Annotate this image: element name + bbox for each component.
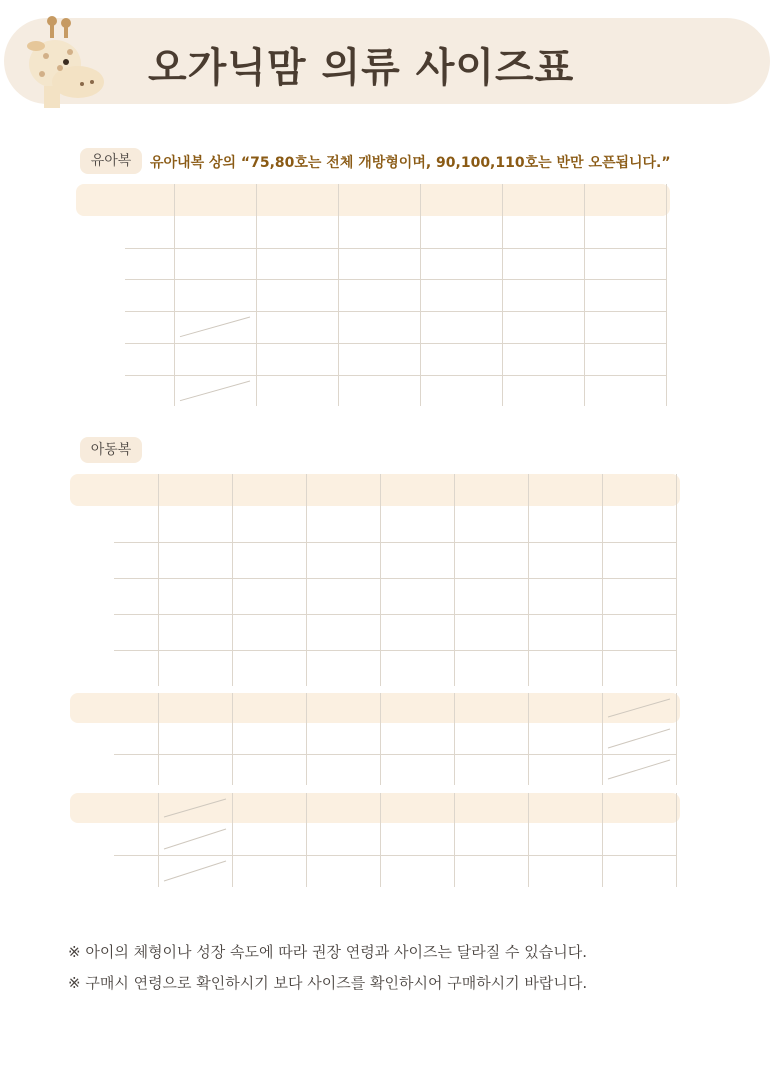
infant-cell bbox=[174, 279, 256, 311]
running-size-header bbox=[158, 693, 232, 723]
running-cell bbox=[380, 754, 454, 785]
infant-cell bbox=[420, 343, 502, 375]
panty-size-header bbox=[306, 793, 380, 823]
kids-cell bbox=[158, 578, 232, 614]
infant-cell bbox=[584, 279, 666, 311]
infant-cell bbox=[502, 311, 584, 343]
kids-cell bbox=[380, 542, 454, 578]
kids-cell bbox=[454, 542, 528, 578]
panty-header-label bbox=[70, 793, 158, 823]
running-cell bbox=[158, 754, 232, 785]
kids-cell bbox=[232, 578, 306, 614]
kids-cell bbox=[528, 542, 602, 578]
kids-cell bbox=[306, 578, 380, 614]
column-divider bbox=[602, 693, 603, 785]
panty-size-header bbox=[602, 793, 676, 823]
column-divider bbox=[232, 693, 233, 785]
infant-cell bbox=[584, 248, 666, 280]
running-cell bbox=[380, 723, 454, 754]
infant-cell bbox=[256, 248, 338, 280]
kids-size-header bbox=[232, 474, 306, 506]
kids-cell bbox=[232, 506, 306, 542]
column-divider bbox=[232, 474, 233, 686]
column-divider bbox=[676, 793, 677, 887]
column-divider bbox=[454, 474, 455, 686]
infant-cell bbox=[420, 311, 502, 343]
kids-cell bbox=[602, 542, 676, 578]
kids-row-label bbox=[70, 614, 158, 650]
panty-cell bbox=[380, 823, 454, 855]
kids-row-label bbox=[70, 578, 158, 614]
kids-cell bbox=[454, 650, 528, 686]
kids-cell bbox=[454, 614, 528, 650]
column-divider bbox=[158, 793, 159, 887]
kids-cell bbox=[306, 650, 380, 686]
infant-cell bbox=[338, 343, 420, 375]
column-divider bbox=[380, 793, 381, 887]
panty-cell bbox=[602, 855, 676, 887]
infant-cell bbox=[584, 216, 666, 248]
running-row-label bbox=[70, 754, 158, 785]
column-divider bbox=[380, 474, 381, 686]
kids-row-label bbox=[70, 650, 158, 686]
kids-cell bbox=[602, 614, 676, 650]
empty-cell-slash bbox=[158, 855, 232, 887]
running-size-header bbox=[528, 693, 602, 723]
column-divider bbox=[420, 184, 421, 406]
infant-cell bbox=[256, 279, 338, 311]
infant-cell bbox=[338, 279, 420, 311]
column-divider bbox=[256, 184, 257, 406]
kids-cell bbox=[602, 650, 676, 686]
running-size-header bbox=[380, 693, 454, 723]
column-divider bbox=[602, 793, 603, 887]
running-row-label bbox=[70, 723, 158, 754]
kids-cell bbox=[232, 650, 306, 686]
infant-cell bbox=[420, 279, 502, 311]
empty-cell-slash bbox=[602, 693, 676, 723]
infant-cell bbox=[584, 311, 666, 343]
infant-cell bbox=[502, 375, 584, 407]
infant-cell bbox=[338, 311, 420, 343]
infant-cell bbox=[338, 248, 420, 280]
running-cell bbox=[454, 723, 528, 754]
kids-cell bbox=[380, 506, 454, 542]
infant-row-label bbox=[76, 279, 174, 311]
empty-cell-slash bbox=[174, 311, 256, 343]
infant-cell bbox=[502, 248, 584, 280]
panty-cell bbox=[232, 823, 306, 855]
kids-cell bbox=[528, 578, 602, 614]
empty-cell-slash bbox=[158, 793, 232, 823]
infant-cell bbox=[420, 248, 502, 280]
kids-size-header bbox=[380, 474, 454, 506]
infant-row-label bbox=[76, 248, 174, 280]
infant-cell bbox=[420, 216, 502, 248]
kids-cell bbox=[158, 614, 232, 650]
infant-cell bbox=[584, 343, 666, 375]
kids-size-header bbox=[528, 474, 602, 506]
panty-cell bbox=[306, 855, 380, 887]
column-divider bbox=[306, 474, 307, 686]
kids-cell bbox=[454, 578, 528, 614]
column-divider bbox=[232, 793, 233, 887]
running-cell bbox=[528, 754, 602, 785]
infant-note: 유아내복 상의 “75,80호는 전체 개방형이며, 90,100,110호는 반만 오픈됩니다.” bbox=[150, 155, 671, 171]
column-divider bbox=[502, 184, 503, 406]
column-divider bbox=[676, 474, 677, 686]
running-cell bbox=[306, 754, 380, 785]
column-divider bbox=[174, 184, 175, 406]
kids-cell bbox=[232, 614, 306, 650]
kids-cell bbox=[528, 650, 602, 686]
panty-cell bbox=[306, 823, 380, 855]
column-divider bbox=[676, 693, 677, 785]
panty-cell bbox=[602, 823, 676, 855]
running-cell bbox=[232, 723, 306, 754]
panty-row-label bbox=[70, 823, 158, 855]
kids-size-header bbox=[454, 474, 528, 506]
empty-cell-slash bbox=[158, 823, 232, 855]
infant-cell bbox=[174, 248, 256, 280]
footer-note-1: ※ 아이의 체형이나 성장 속도에 따라 권장 연령과 사이즈는 달라질 수 있습니다. bbox=[68, 943, 587, 961]
infant-cell bbox=[174, 343, 256, 375]
infant-cell bbox=[256, 311, 338, 343]
page-title: 오가닉맘 의류 사이즈표 bbox=[148, 45, 575, 91]
kids-cell bbox=[380, 614, 454, 650]
panty-cell bbox=[454, 823, 528, 855]
infant-row-label bbox=[76, 311, 174, 343]
infant-cell bbox=[256, 343, 338, 375]
kids-cell bbox=[602, 578, 676, 614]
running-size-header bbox=[454, 693, 528, 723]
column-divider bbox=[584, 184, 585, 406]
kids-cell bbox=[454, 506, 528, 542]
panty-size-header bbox=[528, 793, 602, 823]
panty-row-label bbox=[70, 855, 158, 887]
giraffe-mascot-icon bbox=[20, 16, 130, 108]
column-divider bbox=[338, 184, 339, 406]
infant-size-header bbox=[338, 184, 420, 216]
kids-cell bbox=[528, 506, 602, 542]
running-cell bbox=[528, 723, 602, 754]
infant-row-label bbox=[76, 343, 174, 375]
column-divider bbox=[528, 693, 529, 785]
kids-badge: 아동복 bbox=[80, 437, 142, 463]
infant-cell bbox=[256, 375, 338, 407]
column-divider bbox=[528, 793, 529, 887]
running-size-header bbox=[306, 693, 380, 723]
kids-row-label bbox=[70, 542, 158, 578]
kids-cell bbox=[380, 578, 454, 614]
infant-header-label bbox=[76, 184, 174, 216]
empty-cell-slash bbox=[602, 754, 676, 785]
panty-cell bbox=[528, 855, 602, 887]
kids-cell bbox=[602, 506, 676, 542]
kids-size-header bbox=[158, 474, 232, 506]
footer-note-2: ※ 구매시 연령으로 확인하시기 보다 사이즈를 확인하시어 구매하시기 바랍니다. bbox=[68, 974, 588, 992]
column-divider bbox=[454, 793, 455, 887]
empty-cell-slash bbox=[174, 375, 256, 407]
running-cell bbox=[232, 754, 306, 785]
running-header-label bbox=[70, 693, 158, 723]
infant-cell bbox=[338, 216, 420, 248]
column-divider bbox=[158, 474, 159, 686]
panty-size-header bbox=[380, 793, 454, 823]
infant-cell bbox=[338, 375, 420, 407]
column-divider bbox=[158, 693, 159, 785]
panty-size-header bbox=[454, 793, 528, 823]
kids-cell bbox=[158, 506, 232, 542]
panty-cell bbox=[232, 855, 306, 887]
kids-cell bbox=[380, 650, 454, 686]
kids-cell bbox=[158, 650, 232, 686]
infant-size-header bbox=[584, 184, 666, 216]
running-cell bbox=[454, 754, 528, 785]
kids-header-label bbox=[70, 474, 158, 506]
empty-cell-slash bbox=[602, 723, 676, 754]
kids-cell bbox=[158, 542, 232, 578]
running-cell bbox=[158, 723, 232, 754]
running-cell bbox=[306, 723, 380, 754]
column-divider bbox=[454, 693, 455, 785]
kids-size-header bbox=[602, 474, 676, 506]
panty-size-header bbox=[232, 793, 306, 823]
infant-cell bbox=[584, 375, 666, 407]
infant-cell bbox=[502, 343, 584, 375]
column-divider bbox=[380, 693, 381, 785]
running-size-header bbox=[232, 693, 306, 723]
panty-cell bbox=[380, 855, 454, 887]
kids-row-label bbox=[70, 506, 158, 542]
column-divider bbox=[306, 793, 307, 887]
infant-badge: 유아복 bbox=[80, 148, 142, 174]
kids-cell bbox=[306, 506, 380, 542]
kids-size-header bbox=[306, 474, 380, 506]
infant-cell bbox=[502, 279, 584, 311]
kids-cell bbox=[306, 542, 380, 578]
column-divider bbox=[666, 184, 667, 406]
infant-cell bbox=[502, 216, 584, 248]
kids-cell bbox=[306, 614, 380, 650]
column-divider bbox=[528, 474, 529, 686]
infant-size-header bbox=[256, 184, 338, 216]
column-divider bbox=[602, 474, 603, 686]
infant-cell bbox=[256, 216, 338, 248]
kids-cell bbox=[528, 614, 602, 650]
infant-row-label bbox=[76, 375, 174, 407]
infant-cell bbox=[174, 216, 256, 248]
panty-cell bbox=[454, 855, 528, 887]
panty-cell bbox=[528, 823, 602, 855]
kids-cell bbox=[232, 542, 306, 578]
infant-cell bbox=[420, 375, 502, 407]
infant-size-header bbox=[420, 184, 502, 216]
infant-size-header bbox=[502, 184, 584, 216]
infant-row-label bbox=[76, 216, 174, 248]
infant-size-header bbox=[174, 184, 256, 216]
column-divider bbox=[306, 693, 307, 785]
